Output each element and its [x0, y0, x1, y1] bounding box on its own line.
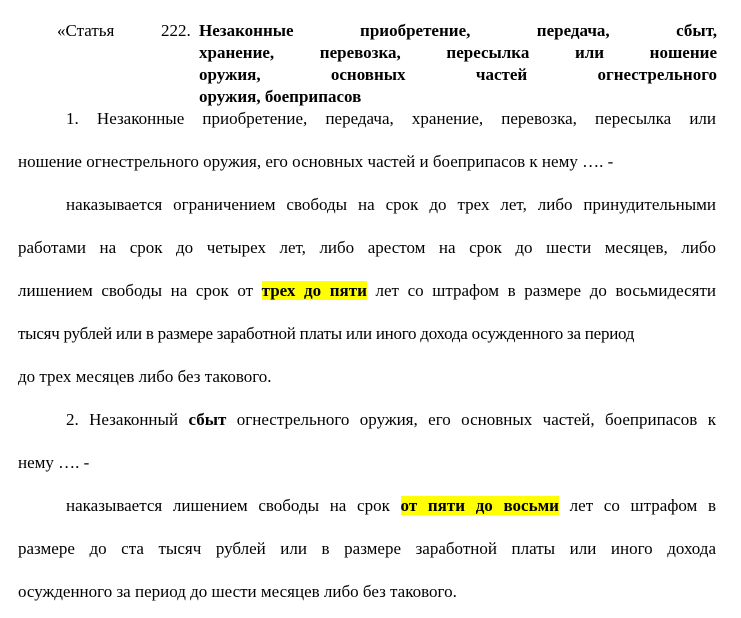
- part2-sanction-line: [66, 495, 716, 517]
- highlighted-term: от пяти до восьми: [400, 496, 559, 515]
- article-heading: [57, 18, 717, 108]
- part1-sanction-line: работами на срок до четырех лет, либо арестом на срок до шести месяцев, либо: [18, 238, 716, 257]
- part1-sanction-line: наказывается ограничением свободы на срок до трех лет, либо принудительными: [66, 195, 716, 214]
- text-span: наказывается лишением свободы на срок: [66, 496, 401, 515]
- article-title-last-line: оружия, боеприпасов: [199, 87, 362, 106]
- article-number: 222.: [161, 21, 191, 40]
- text-span: лет со штрафом в размере до восьмидесяти: [366, 281, 716, 300]
- text-span: лишением свободы на срок от: [18, 281, 262, 300]
- part1-line: 1. Незаконные приобретение, передача, хранение, перевозка, пересылка или: [66, 109, 716, 128]
- article-title: [199, 20, 717, 86]
- highlighted-term: трех до пяти: [261, 281, 367, 300]
- part1-line: ношение огнестрельного оружия, его основных частей и боеприпасов к нему …. -: [18, 152, 614, 171]
- part2-line: нему …. -: [18, 453, 90, 472]
- article-title-line: хранение, перевозка, пересылка или ношение: [199, 43, 717, 62]
- article-title-line: Незаконные приобретение, передача, сбыт,: [199, 21, 717, 40]
- part2-line: [66, 409, 716, 431]
- text-span: огнестрельного оружия, его основных частей, боеприпасов к: [226, 410, 716, 429]
- part1-sanction-line: тысяч рублей или в размере заработной платы или иного дохода осужденного за период: [18, 324, 635, 343]
- part2-sanction-line: осужденного за период до шести месяцев либо без такового.: [18, 582, 457, 601]
- text-span: лет со штрафом в: [558, 496, 716, 515]
- bold-term: сбыт: [188, 410, 227, 429]
- part1-sanction-line: [18, 280, 716, 302]
- part2-sanction-line: размере до ста тысяч рублей или в размере заработной платы или иного дохода: [18, 539, 716, 558]
- part1-sanction-line: до трех месяцев либо без такового.: [18, 367, 272, 386]
- article-label: «Статья: [57, 21, 115, 40]
- article-title-line: оружия, основных частей огнестрельного: [199, 65, 717, 84]
- text-span: 2. Незаконный: [66, 410, 189, 429]
